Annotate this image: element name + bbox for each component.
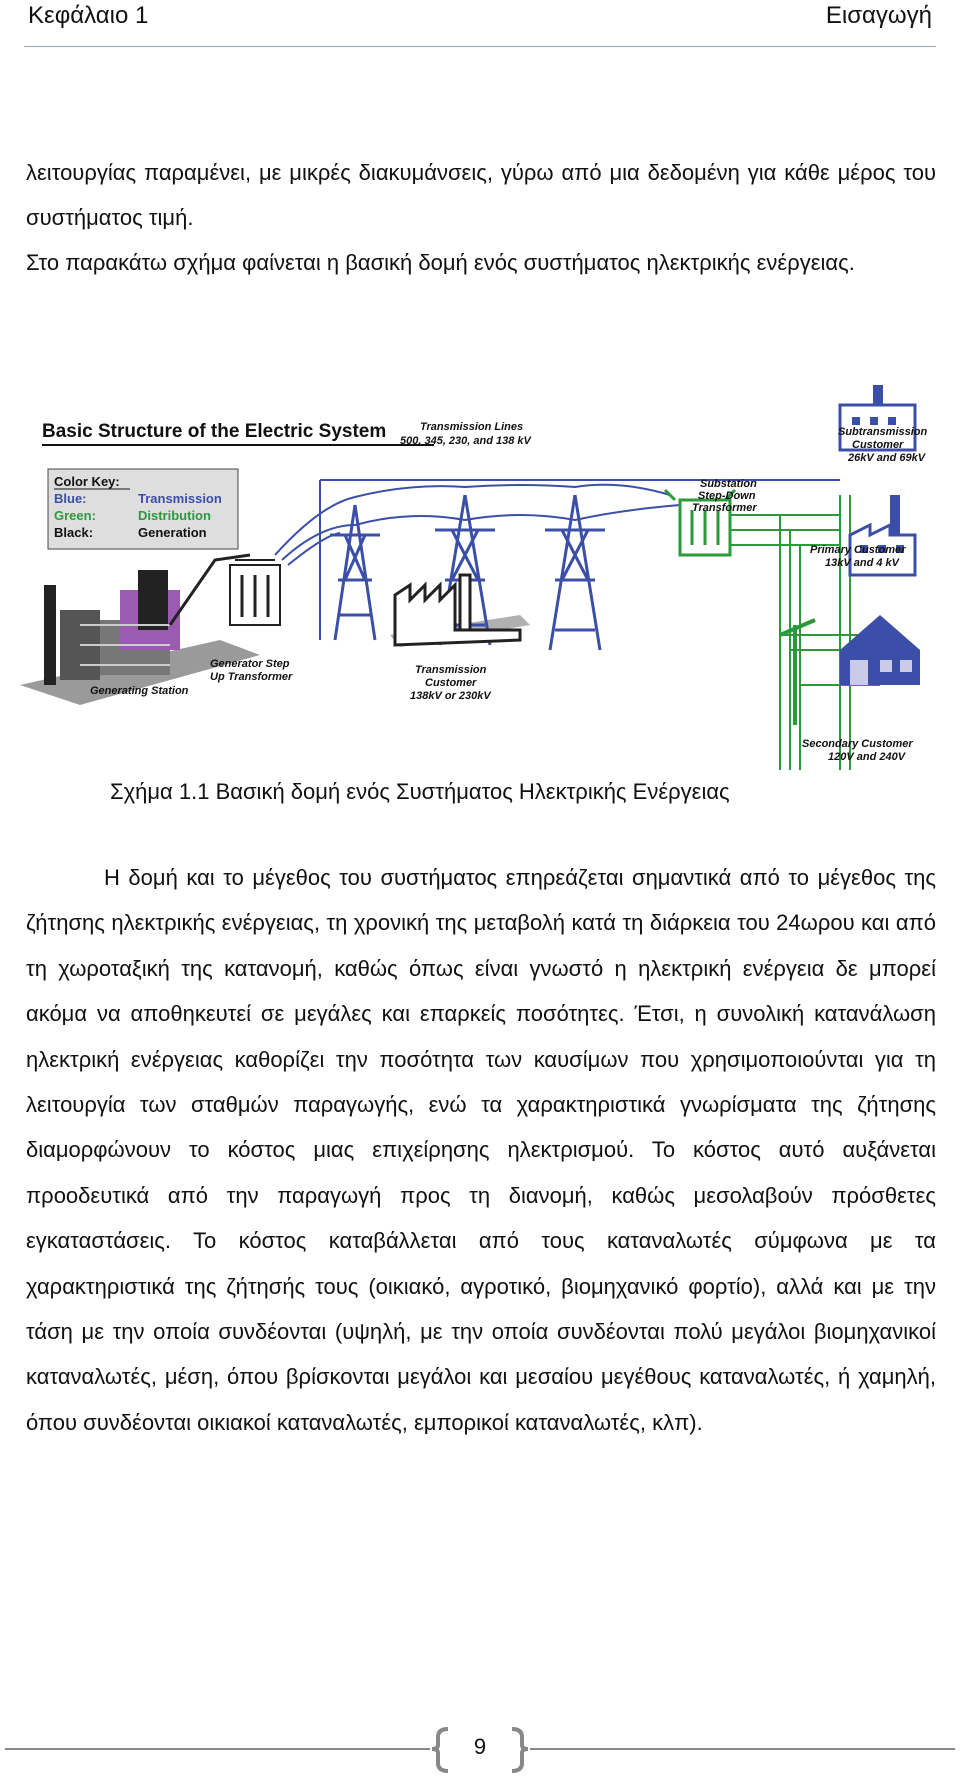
intro-paragraph: Στο παρακάτω σχήμα φαίνεται η βασική δομή ενός συστήματος ηλεκτρικής ενέργειας.: [26, 250, 855, 275]
label-trans-customer-1: Transmission: [415, 664, 487, 676]
figure-caption: Σχήμα 1.1 Βασική δομή ενός Συστήματος Ηλεκτρικής Ενέργειας: [110, 779, 730, 804]
page-header: [24, 0, 936, 47]
label-primary-1: Primary Customer: [810, 544, 906, 556]
key-black-meaning: Generation: [138, 525, 207, 540]
label-secondary-2: 120V and 240V: [828, 751, 906, 763]
key-blue-name: Blue:: [54, 491, 87, 506]
label-generator-2: Up Transformer: [210, 671, 293, 683]
intro-text: [26, 150, 936, 285]
label-primary-2: 13kV and 4 kV: [825, 557, 899, 569]
body-paragraph: Η δομή και το μέγεθος του συστήματος επηρεάζεται σημαντικά από το μέγεθος της ζήτησης ηλεκτρικής ενέργειας, τη χρονική της μεταβολή κατά τη διάρκεια του 24ωρου και από τη χωροταξική της κατανομή, καθώς όπως είναι γνωστό η ηλεκτρική ενέργεια δε μπορεί ακόμα να αποθηκευτεί σε μεγάλες και επαρκείς ποσότητες. Έτσι, η συνολική κατανάλωση ηλεκτρική ενέργειας καθορίζει την ποσότητα των καυσίμων που χρησιμοποιούνται για τη λειτουργία των σταθμών παραγωγής, ενώ τα χαρακτηριστικά γνωρίσματα της ζήτησης διαμορφώνουν το κόστος μιας επιχείρησης ηλεκτρισμού. Το κόστος αυτό αυξάνεται προοδευτικά από την παραγωγή προς τη διανομή, καθώς μεσολαβούν πρόσθετες εγκαταστάσεις. Το κόστος καταβάλλεται από τους καταναλωτές σύμφωνα με τα χαρακτηριστικά της ζήτησής τους (οικιακό, αγροτικό, βιομηχανικό φορτίο), αλλά και με την τάση με την οποία συνδέονται (υψηλή, με την οποία συνδέονται πολύ μεγάλοι βιομηχανικοί καταναλωτές, μέση, όπου βρίσκονται μεγάλοι και μεσαίου μεγέθους καταναλωτές, ή χαμηλή, όπου συνδέονται οικιακοί καταναλωτές, εμπορικοί καταναλωτές, κλπ).: [26, 865, 936, 1435]
electric-system-diagram: [20, 385, 940, 770]
intro-paragraph: λειτουργίας παραμένει, με μικρές διακυμάνσεις, γύρω από μια δεδομένη για κάθε μέρος του συστήματος τιμή.: [26, 160, 936, 230]
label-generating-station: Generating Station: [90, 685, 189, 697]
step-up-transformer-icon: [230, 560, 280, 625]
chapter-label: Κεφάλαιο 1: [28, 2, 149, 29]
label-trans-customer-3: 138kV or 230kV: [410, 690, 491, 702]
label-substation-3: Transformer: [692, 502, 757, 514]
key-blue-meaning: Transmission: [138, 491, 222, 506]
label-transmission-lines-2: 500, 345, 230, and 138 kV: [400, 435, 531, 447]
label-generator-1: Generator Step: [210, 658, 290, 670]
color-key-heading: Color Key:: [54, 474, 120, 489]
label-subtransmission-1: Subtransmission: [838, 426, 928, 438]
label-trans-customer-2: Customer: [425, 677, 477, 689]
label-transmission-lines-1: Transmission Lines: [420, 421, 524, 433]
label-substation-1: Substation: [700, 478, 757, 490]
key-green-name: Green:: [54, 508, 96, 523]
key-green-meaning: Distribution: [138, 508, 211, 523]
page-number: 9: [473, 1734, 487, 1759]
label-subtransmission-2: Customer: [852, 439, 904, 451]
transmission-customer-icon: [395, 575, 520, 645]
label-subtransmission-3: 26kV and 69kV: [848, 452, 926, 464]
key-black-name: Black:: [54, 525, 94, 540]
label-substation-2: Step-Down: [698, 490, 756, 502]
diagram-title: Basic Structure of the Electric System: [42, 421, 387, 442]
section-label: Εισαγωγή: [825, 2, 932, 29]
transmission-tower-icon: [545, 495, 605, 650]
label-secondary-1: Secondary Customer: [802, 738, 913, 750]
secondary-customer-icon: [840, 615, 920, 685]
